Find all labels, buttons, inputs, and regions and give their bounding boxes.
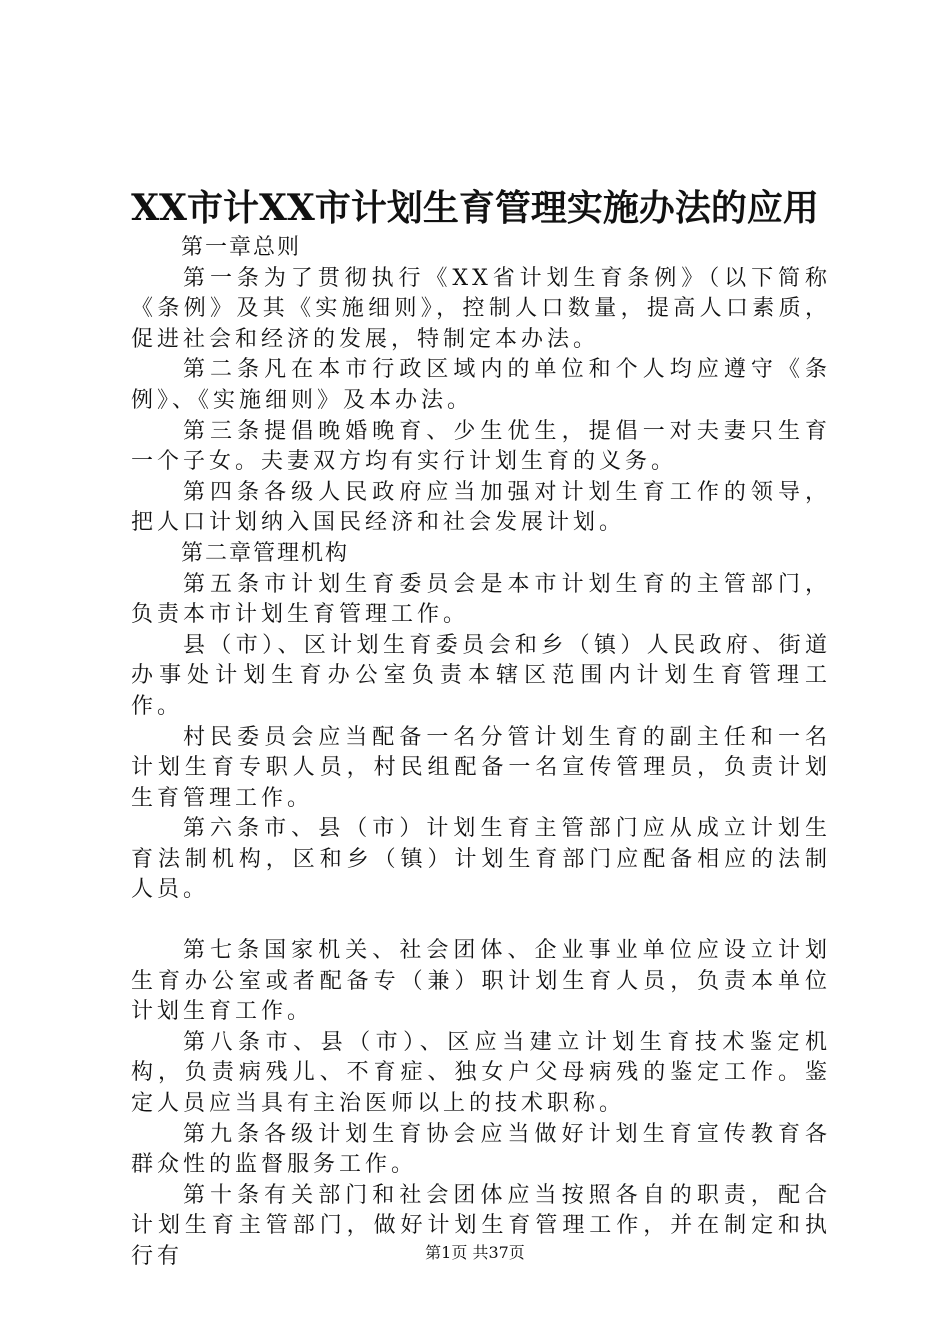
- document-body: [131, 233, 831, 1273]
- chapter-heading-1: 第一章总则: [181, 235, 302, 260]
- article-9: 第九条各级计划生育协会应当做好计划生育宣传教育各群众性的监督服务工作。: [131, 1121, 831, 1178]
- page-number: 第1页 共37页: [425, 1243, 525, 1262]
- article-3: 第三条提倡晚婚晚育、少生优生，提倡一对夫妻只生育一个子女。夫妻双方均有实行计划生育的义务。: [131, 418, 831, 475]
- document-title: XX市计XX市计划生育管理实施办法的应用: [131, 187, 819, 229]
- article-8: 第八条市、县（市）、区应当建立计划生育技术鉴定机构，负责病残儿、不育症、独女户父母病残的鉴定工作。鉴定人员应当具有主治医师以上的技术职称。: [131, 1029, 831, 1117]
- article-5-paragraph-3: 村民委员会应当配备一名分管计划生育的副主任和一名计划生育专职人员，村民组配备一名宣传管理员，负责计划生育管理工作。: [131, 724, 831, 811]
- article-10: 第十条有关部门和社会团体应当按照各自的职责，配合计划生育主管部门，做好计划生育管理工作，并在制定和执行有: [131, 1182, 831, 1269]
- article-2: 第二条凡在本市行政区域内的单位和个人均应遵守《条例》、《实施细则》及本办法。: [131, 357, 831, 413]
- article-5: 第五条市计划生育委员会是本市计划生育的主管部门，负责本市计划生育管理工作。: [131, 571, 831, 628]
- article-7: 第七条国家机关、社会团体、企业事业单位应设立计划生育办公室或者配备专（兼）职计划生育人员，负责本单位计划生育工作。: [131, 938, 831, 1025]
- article-4: 第四条各级人民政府应当加强对计划生育工作的领导，把人口计划纳入国民经济和社会发展计划。: [131, 479, 831, 536]
- article-1: 第一条为了贯彻执行《XX省计划生育条例》（以下简称《条例》及其《实施细则》，控制人口数量，提高人口素质，促进社会和经济的发展，特制定本办法。: [131, 265, 831, 352]
- article-5-paragraph-2: 县（市）、区计划生育委员会和乡（镇）人民政府、街道办事处计划生育办公室负责本辖区范围内计划生育管理工作。: [131, 632, 831, 719]
- article-6: 第六条市、县（市）计划生育主管部门应从成立计划生育法制机构，区和乡（镇）计划生育部门应配备相应的法制人员。: [131, 816, 831, 903]
- chapter-heading-2: 第二章管理机构: [181, 540, 350, 566]
- page-footer: [0, 1243, 950, 1263]
